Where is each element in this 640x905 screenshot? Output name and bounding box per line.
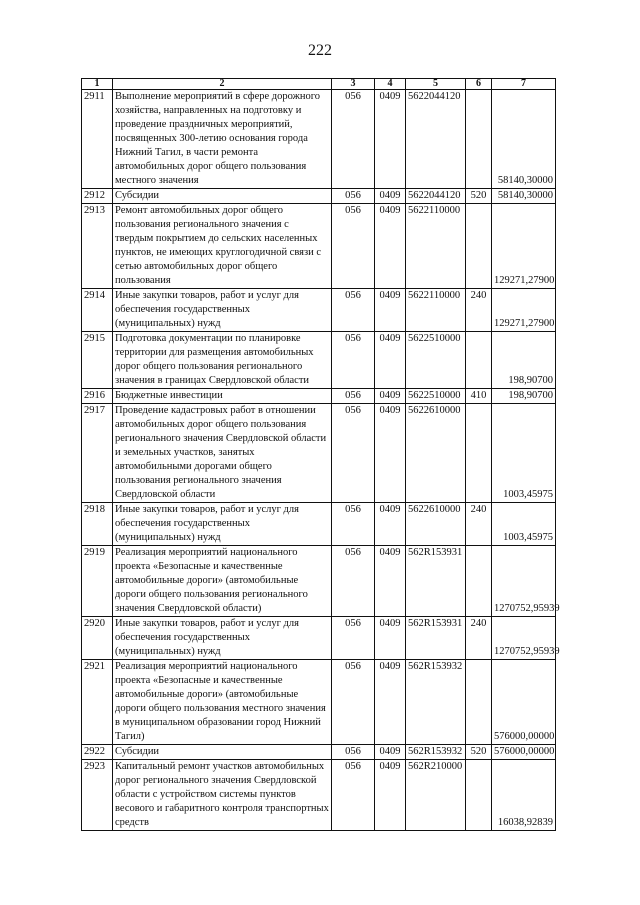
row-number: 2912	[82, 189, 113, 204]
row-col-6: 520	[466, 745, 492, 760]
row-col-3: 056	[332, 546, 375, 617]
table-row	[82, 289, 556, 332]
row-number: 2915	[82, 332, 113, 389]
row-name: Иные закупки товаров, работ и услуг для обеспечения государственных (муниципальных) нужд	[113, 503, 332, 546]
table-row	[82, 204, 556, 289]
row-col-4: 0409	[375, 289, 406, 332]
row-name: Иные закупки товаров, работ и услуг для обеспечения государственных (муниципальных) нужд	[113, 289, 332, 332]
row-col-3: 056	[332, 289, 375, 332]
table-row	[82, 503, 556, 546]
row-col-5: 5622610000	[406, 404, 466, 503]
row-col-3: 056	[332, 503, 375, 546]
row-name: Бюджетные инвестиции	[113, 389, 332, 404]
row-col-4: 0409	[375, 617, 406, 660]
row-col-5: 562R210000	[406, 760, 466, 831]
row-col-6: 410	[466, 389, 492, 404]
row-number: 2920	[82, 617, 113, 660]
row-name: Капитальный ремонт участков автомобильных дорог регионального значения Свердловской области с устройством системы пунктов весового и габаритного контроля транспортных средств	[113, 760, 332, 831]
row-col-5: 562R153932	[406, 660, 466, 745]
row-col-3: 056	[332, 204, 375, 289]
row-name: Реализация мероприятий национального проекта «Безопасные и качественные автомобильные дороги» (автомобильные дороги общего пользования местного значения в муниципальном образовании город Нижний Тагил)	[113, 660, 332, 745]
row-col-5: 5622610000	[406, 503, 466, 546]
row-col-3: 056	[332, 189, 375, 204]
row-col-4: 0409	[375, 760, 406, 831]
row-amount: 58140,30000	[492, 90, 556, 189]
row-col-5: 5622510000	[406, 389, 466, 404]
row-amount: 1003,45975	[492, 404, 556, 503]
table-row	[82, 745, 556, 760]
row-number: 2917	[82, 404, 113, 503]
row-number: 2918	[82, 503, 113, 546]
header-col-7: 7	[492, 79, 556, 90]
header-col-5: 5	[406, 79, 466, 90]
row-col-5: 5622044120	[406, 189, 466, 204]
row-number: 2913	[82, 204, 113, 289]
row-col-3: 056	[332, 90, 375, 189]
row-col-4: 0409	[375, 660, 406, 745]
row-col-6: 240	[466, 503, 492, 546]
header-col-4: 4	[375, 79, 406, 90]
row-col-6: 520	[466, 189, 492, 204]
row-col-3: 056	[332, 617, 375, 660]
row-number: 2922	[82, 745, 113, 760]
row-col-3: 056	[332, 760, 375, 831]
row-col-5: 5622110000	[406, 204, 466, 289]
row-col-3: 056	[332, 660, 375, 745]
row-col-6	[466, 760, 492, 831]
row-col-6	[466, 90, 492, 189]
row-amount: 198,90700	[492, 389, 556, 404]
table-row	[82, 660, 556, 745]
header-col-6: 6	[466, 79, 492, 90]
row-col-6	[466, 660, 492, 745]
row-col-3: 056	[332, 745, 375, 760]
row-col-6	[466, 204, 492, 289]
row-name: Проведение кадастровых работ в отношении автомобильных дорог общего пользования регионального значения Свердловской области и земельных участков, занятых автомобильными дорогами общего пользования регионального значения Свердловской области	[113, 404, 332, 503]
row-amount: 1003,45975	[492, 503, 556, 546]
table-row	[82, 760, 556, 831]
row-amount: 129271,27900	[492, 204, 556, 289]
row-col-4: 0409	[375, 90, 406, 189]
row-number: 2916	[82, 389, 113, 404]
row-col-4: 0409	[375, 503, 406, 546]
row-number: 2923	[82, 760, 113, 831]
row-col-5: 5622110000	[406, 289, 466, 332]
table-row	[82, 404, 556, 503]
row-col-4: 0409	[375, 204, 406, 289]
row-amount: 576000,00000	[492, 660, 556, 745]
row-amount: 1270752,95939	[492, 617, 556, 660]
budget-table	[81, 78, 560, 831]
row-col-4: 0409	[375, 745, 406, 760]
table-row	[82, 189, 556, 204]
row-col-4: 0409	[375, 189, 406, 204]
table-row	[82, 617, 556, 660]
header-col-2: 2	[113, 79, 332, 90]
row-col-4: 0409	[375, 332, 406, 389]
row-name: Субсидии	[113, 189, 332, 204]
row-amount: 1270752,95939	[492, 546, 556, 617]
row-col-5: 562R153931	[406, 617, 466, 660]
row-col-4: 0409	[375, 404, 406, 503]
row-number: 2914	[82, 289, 113, 332]
row-col-3: 056	[332, 389, 375, 404]
row-name: Выполнение мероприятий в сфере дорожного хозяйства, направленных на подготовку и проведение праздничных мероприятий, посвященных 300-летию основания города Нижний Тагил, в части ремонта автомобильных дорог общего пользования местного значения	[113, 90, 332, 189]
page-number: 222	[308, 42, 332, 59]
row-amount: 58140,30000	[492, 189, 556, 204]
row-col-5: 5622044120	[406, 90, 466, 189]
row-name: Реализация мероприятий национального проекта «Безопасные и качественные автомобильные дороги» (автомобильные дороги общего пользования регионального значения Свердловской области)	[113, 546, 332, 617]
header-col-1: 1	[82, 79, 113, 90]
table-row	[82, 546, 556, 617]
row-col-6	[466, 332, 492, 389]
row-amount: 129271,27900	[492, 289, 556, 332]
row-name: Иные закупки товаров, работ и услуг для обеспечения государственных (муниципальных) нужд	[113, 617, 332, 660]
table-row	[82, 90, 556, 189]
row-col-6	[466, 546, 492, 617]
row-name: Ремонт автомобильных дорог общего пользования регионального значения с твердым покрытием до сельских населенных пунктов, не имеющих круглогодичной связи с сетью автомобильных дорог общего пользования	[113, 204, 332, 289]
row-col-3: 056	[332, 404, 375, 503]
row-amount: 16038,92839	[492, 760, 556, 831]
row-amount: 198,90700	[492, 332, 556, 389]
row-col-6: 240	[466, 617, 492, 660]
row-name: Подготовка документации по планировке территории для размещения автомобильных дорог общего пользования регионального значения в границах Свердловской области	[113, 332, 332, 389]
row-col-5: 562R153931	[406, 546, 466, 617]
row-number: 2919	[82, 546, 113, 617]
table-header-row	[82, 79, 556, 90]
header-col-3: 3	[332, 79, 375, 90]
row-col-5: 5622510000	[406, 332, 466, 389]
table-row	[82, 389, 556, 404]
row-col-4: 0409	[375, 389, 406, 404]
row-col-4: 0409	[375, 546, 406, 617]
row-number: 2911	[82, 90, 113, 189]
row-name: Субсидии	[113, 745, 332, 760]
row-col-6	[466, 404, 492, 503]
table-row	[82, 332, 556, 389]
row-col-3: 056	[332, 332, 375, 389]
row-col-6: 240	[466, 289, 492, 332]
row-number: 2921	[82, 660, 113, 745]
row-amount: 576000,00000	[492, 745, 556, 760]
row-col-5: 562R153932	[406, 745, 466, 760]
